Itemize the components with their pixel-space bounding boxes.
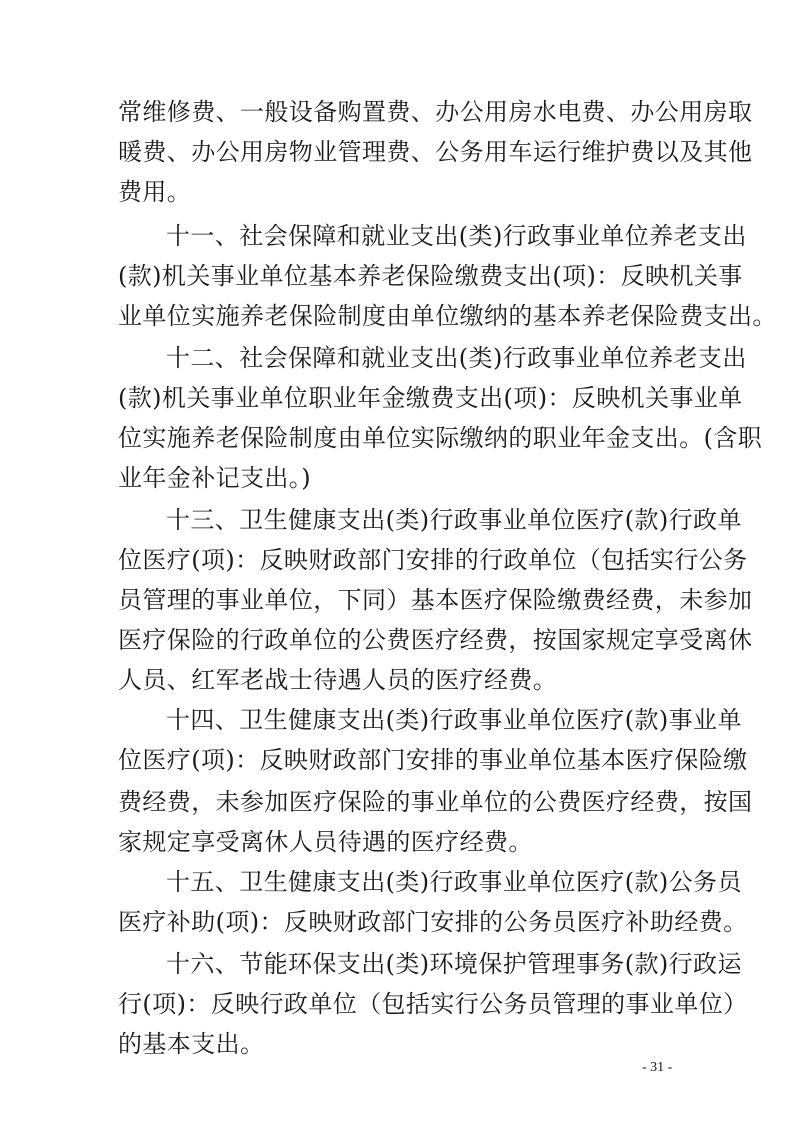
text-line: 医疗保险的行政单位的公费医疗经费，按国家规定享受离休 <box>118 626 753 654</box>
text-line: 费用。 <box>118 178 192 206</box>
paragraph-start-line: 十二、社会保障和就业支出(类)行政事业单位养老支出 <box>166 344 747 372</box>
text-line: 位医疗(项)：反映财政部门安排的行政单位（包括实行公务 <box>118 546 748 574</box>
text-line: 暖费、办公用房物业管理费、公务用车运行维护费以及其他 <box>118 138 753 166</box>
paragraph-start-line: 十四、卫生健康支出(类)行政事业单位医疗(款)事业单 <box>166 706 742 734</box>
text-line: 人员、红军老战士待遇人员的医疗经费。 <box>118 666 558 694</box>
text-line: 家规定享受离休人员待遇的医疗经费。 <box>118 828 533 856</box>
text-line: 医疗补助(项)：反映财政部门安排的公务员医疗补助经费。 <box>118 908 748 936</box>
paragraph-start-line: 十六、节能环保支出(类)环境保护管理事务(款)行政运 <box>166 950 742 978</box>
text-line: (款)机关事业单位职业年金缴费支出(项)：反映机关事业单 <box>118 384 743 412</box>
text-line: 常维修费、一般设备购置费、办公用房水电费、办公用房取 <box>118 98 753 126</box>
paragraph-start-line: 十五、卫生健康支出(类)行政事业单位医疗(款)公务员 <box>166 868 742 896</box>
text-line: 的基本支出。 <box>118 1030 265 1058</box>
text-line: 位实施养老保险制度由单位实际缴纳的职业年金支出。(含职 <box>118 424 763 452</box>
text-line: (款)机关事业单位基本养老保险缴费支出(项)：反映机关事 <box>118 262 743 290</box>
text-line: 行(项)：反映行政单位（包括实行公务员管理的事业单位） <box>118 990 748 1018</box>
paragraph-start-line: 十三、卫生健康支出(类)行政事业单位医疗(款)行政单 <box>166 506 742 534</box>
text-line: 费经费，未参加医疗保险的事业单位的公费医疗经费，按国 <box>118 788 753 816</box>
page-number: - 31 - <box>642 1060 673 1075</box>
paragraph-start-line: 十一、社会保障和就业支出(类)行政事业单位养老支出 <box>166 222 747 250</box>
text-line: 位医疗(项)：反映财政部门安排的事业单位基本医疗保险缴 <box>118 746 748 774</box>
text-line: 业单位实施养老保险制度由单位缴纳的基本养老保险费支出。 <box>118 302 777 330</box>
text-line: 业年金补记支出。) <box>118 464 311 492</box>
text-line: 员管理的事业单位，下同）基本医疗保险缴费经费，未参加 <box>118 586 753 614</box>
